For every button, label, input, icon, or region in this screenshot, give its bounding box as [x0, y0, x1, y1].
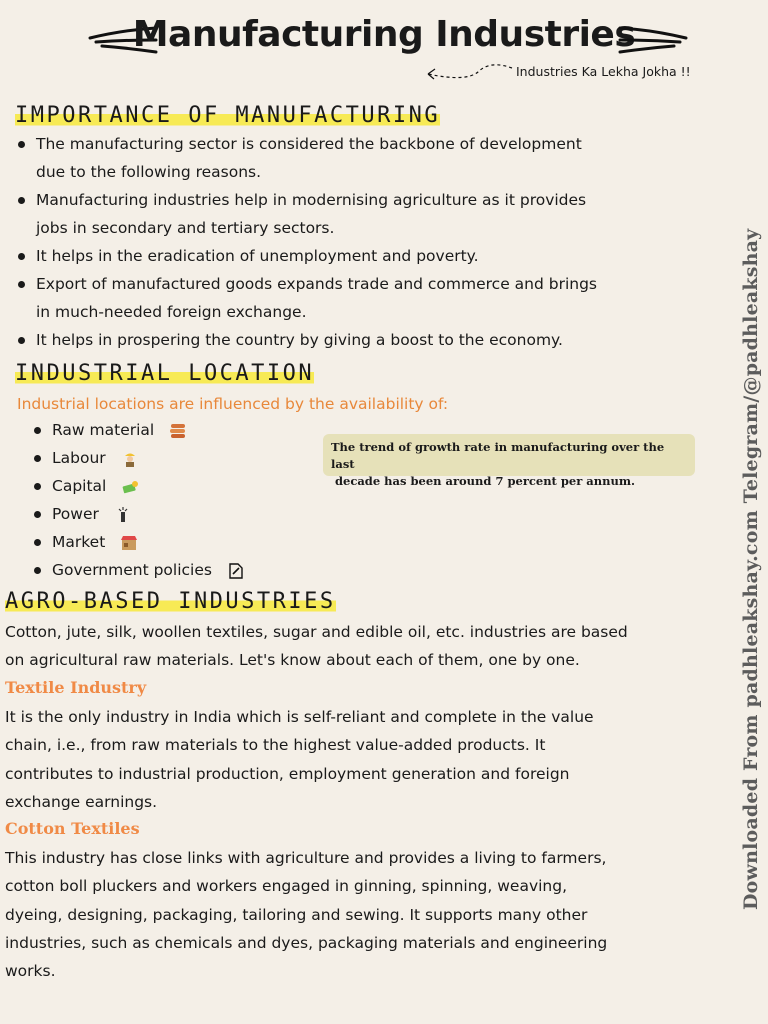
factor-label: Raw material — [52, 421, 155, 439]
para-line: on agricultural raw materials. Let's know about each of them, one by one. — [5, 651, 580, 670]
item-text: in much-needed foreign exchange. — [36, 303, 307, 321]
capital-icon — [121, 479, 139, 495]
para-line: industries, such as chemicals and dyes, packaging materials and engineering — [5, 933, 608, 952]
para-line: It is the only industry in India which is self-reliant and complete in the value — [5, 708, 594, 726]
page-title: Manufacturing Industries — [132, 14, 636, 55]
power-icon — [114, 507, 132, 523]
para-line: contributes to industrial production, employment generation and foreign — [5, 764, 570, 783]
para-line: works. — [5, 962, 56, 981]
list-item — [30, 556, 330, 584]
para-line: This industry has close links with agriculture and provides a living to farmers, — [5, 849, 607, 867]
para-line: chain, i.e., from raw materials to the highest value-added products. It — [5, 736, 546, 755]
callout-text: The trend of growth rate in manufacturing over the last — [331, 440, 665, 471]
section-heading-agro — [2, 590, 339, 614]
list-item — [14, 270, 734, 326]
factor-label: Power — [52, 505, 99, 523]
section-heading-location — [12, 362, 317, 386]
factor-label: Market — [52, 533, 106, 551]
importance-list — [14, 130, 734, 354]
para-line: cotton boll pluckers and workers engaged in ginning, spinning, weaving, — [5, 877, 568, 896]
textile-industry-heading: Textile Industry — [5, 678, 147, 697]
agro-intro — [5, 618, 725, 675]
para-line: Cotton, jute, silk, woollen textiles, sugar and edible oil, etc. industries are based — [5, 623, 628, 641]
list-item — [30, 500, 330, 528]
item-text: jobs in secondary and tertiary sectors. — [36, 219, 335, 237]
list-item — [30, 444, 330, 472]
item-text: It helps in the eradication of unemployment and poverty. — [36, 247, 479, 265]
cotton-textiles-text — [5, 844, 725, 985]
heading-text: INDUSTRIAL LOCATION — [15, 361, 315, 386]
list-item — [14, 130, 734, 186]
right-flourish-icon — [618, 24, 688, 54]
location-factors-list — [30, 416, 330, 584]
para-line: dyeing, designing, packaging, tailoring and sewing. It supports many other — [5, 905, 588, 924]
list-item — [14, 242, 734, 270]
factor-label: Capital — [52, 477, 107, 495]
subtitle: Industries Ka Lekha Jokha !! — [516, 64, 691, 79]
factor-label: Labour — [52, 449, 106, 467]
cotton-textiles-heading: Cotton Textiles — [5, 819, 140, 838]
list-item — [30, 416, 330, 444]
growth-rate-callout — [323, 434, 695, 488]
market-icon — [120, 535, 138, 551]
list-item — [30, 528, 330, 556]
header — [0, 8, 768, 68]
section-heading-importance — [12, 104, 443, 128]
heading-text: AGRO-BASED INDUSTRIES — [5, 589, 336, 614]
raw-material-icon — [169, 423, 187, 439]
location-intro: Industrial locations are influenced by the availability of: — [17, 395, 449, 413]
item-text: It helps in prospering the country by giving a boost to the economy. — [36, 331, 563, 349]
para-line: exchange earnings. — [5, 792, 158, 811]
callout-text: decade has been around 7 percent per annum. — [335, 474, 635, 488]
list-item — [30, 472, 330, 500]
item-text: The manufacturing sector is considered the backbone of development — [36, 135, 582, 153]
item-text: Export of manufactured goods expands trade and commerce and brings — [36, 275, 598, 293]
item-text: due to the following reasons. — [36, 163, 262, 181]
policy-document-icon — [227, 563, 245, 579]
heading-text: IMPORTANCE OF MANUFACTURING — [15, 103, 441, 128]
labour-icon — [121, 451, 139, 467]
curved-arrow-icon — [420, 62, 515, 84]
list-item — [14, 186, 734, 242]
watermark-text: Downloaded From padhleakshay.com Telegram/@padhleakshay — [740, 228, 762, 910]
factor-label: Government policies — [52, 561, 212, 579]
list-item — [14, 326, 734, 354]
item-text: Manufacturing industries help in modernising agriculture as it provides — [36, 191, 587, 209]
textile-industry-text — [5, 703, 725, 816]
